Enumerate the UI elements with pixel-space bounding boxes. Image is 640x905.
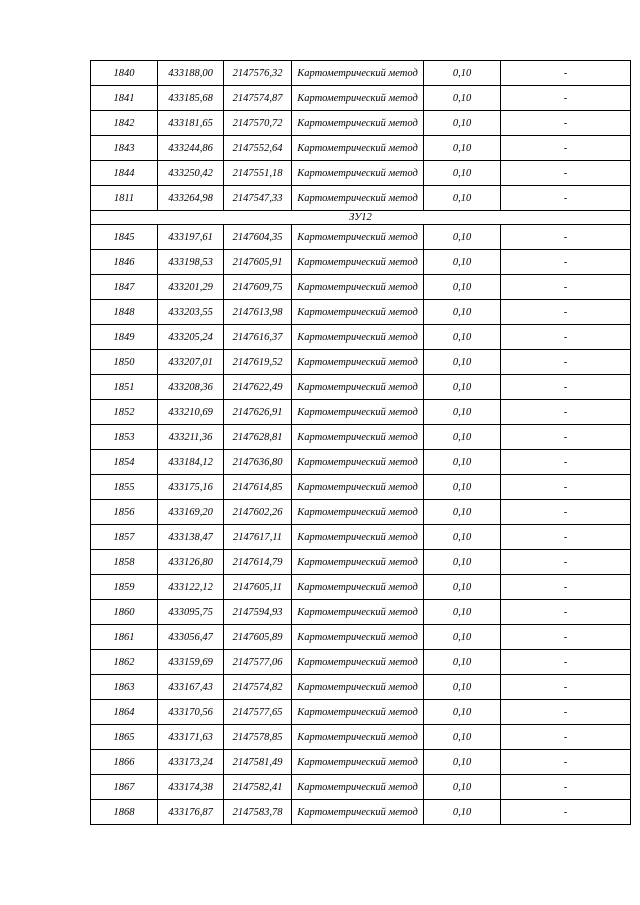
table-row	[91, 650, 631, 675]
x-coordinate-cell: 433250,42	[158, 161, 224, 186]
table-row	[91, 700, 631, 725]
method-cell: Картометрический метод	[292, 500, 424, 525]
method-cell: Картометрический метод	[292, 750, 424, 775]
y-coordinate-cell: 2147574,82	[224, 675, 292, 700]
accuracy-cell: 0,10	[424, 325, 501, 350]
point-number-cell: 1862	[91, 650, 158, 675]
method-cell: Картометрический метод	[292, 475, 424, 500]
note-cell: -	[501, 225, 631, 250]
y-coordinate-cell: 2147594,93	[224, 600, 292, 625]
accuracy-cell: 0,10	[424, 525, 501, 550]
y-coordinate-cell: 2147617,11	[224, 525, 292, 550]
table-row	[91, 525, 631, 550]
point-number-cell: 1864	[91, 700, 158, 725]
accuracy-cell: 0,10	[424, 600, 501, 625]
method-cell: Картометрический метод	[292, 525, 424, 550]
accuracy-cell: 0,10	[424, 86, 501, 111]
method-cell: Картометрический метод	[292, 600, 424, 625]
point-number-cell: 1861	[91, 625, 158, 650]
accuracy-cell: 0,10	[424, 111, 501, 136]
section-header-row	[91, 211, 631, 225]
method-cell: Картометрический метод	[292, 136, 424, 161]
point-number-cell: 1854	[91, 450, 158, 475]
y-coordinate-cell: 2147576,32	[224, 61, 292, 86]
note-cell: -	[501, 250, 631, 275]
x-coordinate-cell: 433170,56	[158, 700, 224, 725]
note-cell: -	[501, 775, 631, 800]
y-coordinate-cell: 2147628,81	[224, 425, 292, 450]
method-cell: Картометрический метод	[292, 800, 424, 825]
method-cell: Картометрический метод	[292, 375, 424, 400]
note-cell: -	[501, 136, 631, 161]
point-number-cell: 1863	[91, 675, 158, 700]
note-cell: -	[501, 575, 631, 600]
note-cell: -	[501, 475, 631, 500]
x-coordinate-cell: 433184,12	[158, 450, 224, 475]
point-number-cell: 1856	[91, 500, 158, 525]
x-coordinate-cell: 433205,24	[158, 325, 224, 350]
method-cell: Картометрический метод	[292, 650, 424, 675]
accuracy-cell: 0,10	[424, 61, 501, 86]
accuracy-cell: 0,10	[424, 425, 501, 450]
y-coordinate-cell: 2147626,91	[224, 400, 292, 425]
table-row	[91, 625, 631, 650]
coordinates-table	[90, 60, 631, 825]
method-cell: Картометрический метод	[292, 700, 424, 725]
y-coordinate-cell: 2147578,85	[224, 725, 292, 750]
note-cell: -	[501, 525, 631, 550]
accuracy-cell: 0,10	[424, 725, 501, 750]
point-number-cell: 1865	[91, 725, 158, 750]
accuracy-cell: 0,10	[424, 225, 501, 250]
method-cell: Картометрический метод	[292, 575, 424, 600]
accuracy-cell: 0,10	[424, 375, 501, 400]
note-cell: -	[501, 450, 631, 475]
note-cell: -	[501, 375, 631, 400]
table-row	[91, 350, 631, 375]
point-number-cell: 1851	[91, 375, 158, 400]
x-coordinate-cell: 433188,00	[158, 61, 224, 86]
x-coordinate-cell: 433181,65	[158, 111, 224, 136]
y-coordinate-cell: 2147602,26	[224, 500, 292, 525]
point-number-cell: 1848	[91, 300, 158, 325]
table-row	[91, 375, 631, 400]
accuracy-cell: 0,10	[424, 161, 501, 186]
point-number-cell: 1811	[91, 186, 158, 211]
method-cell: Картометрический метод	[292, 186, 424, 211]
method-cell: Картометрический метод	[292, 350, 424, 375]
y-coordinate-cell: 2147583,78	[224, 800, 292, 825]
method-cell: Картометрический метод	[292, 111, 424, 136]
accuracy-cell: 0,10	[424, 800, 501, 825]
table-row	[91, 325, 631, 350]
x-coordinate-cell: 433197,61	[158, 225, 224, 250]
accuracy-cell: 0,10	[424, 450, 501, 475]
method-cell: Картометрический метод	[292, 250, 424, 275]
y-coordinate-cell: 2147581,49	[224, 750, 292, 775]
note-cell: -	[501, 700, 631, 725]
table-row	[91, 675, 631, 700]
x-coordinate-cell: 433201,29	[158, 275, 224, 300]
accuracy-cell: 0,10	[424, 250, 501, 275]
x-coordinate-cell: 433169,20	[158, 500, 224, 525]
point-number-cell: 1847	[91, 275, 158, 300]
y-coordinate-cell: 2147613,98	[224, 300, 292, 325]
x-coordinate-cell: 433056,47	[158, 625, 224, 650]
method-cell: Картометрический метод	[292, 225, 424, 250]
x-coordinate-cell: 433208,36	[158, 375, 224, 400]
accuracy-cell: 0,10	[424, 500, 501, 525]
note-cell: -	[501, 425, 631, 450]
point-number-cell: 1850	[91, 350, 158, 375]
table-row	[91, 800, 631, 825]
table-row	[91, 725, 631, 750]
note-cell: -	[501, 625, 631, 650]
y-coordinate-cell: 2147605,11	[224, 575, 292, 600]
table-row	[91, 300, 631, 325]
accuracy-cell: 0,10	[424, 675, 501, 700]
note-cell: -	[501, 675, 631, 700]
note-cell: -	[501, 800, 631, 825]
table-row	[91, 750, 631, 775]
method-cell: Картометрический метод	[292, 275, 424, 300]
table-row	[91, 250, 631, 275]
table-row	[91, 400, 631, 425]
point-number-cell: 1859	[91, 575, 158, 600]
y-coordinate-cell: 2147622,49	[224, 375, 292, 400]
accuracy-cell: 0,10	[424, 300, 501, 325]
note-cell: -	[501, 725, 631, 750]
point-number-cell: 1849	[91, 325, 158, 350]
y-coordinate-cell: 2147609,75	[224, 275, 292, 300]
y-coordinate-cell: 2147551,18	[224, 161, 292, 186]
table-row	[91, 425, 631, 450]
table-row	[91, 475, 631, 500]
note-cell: -	[501, 111, 631, 136]
point-number-cell: 1866	[91, 750, 158, 775]
x-coordinate-cell: 433203,55	[158, 300, 224, 325]
y-coordinate-cell: 2147619,52	[224, 350, 292, 375]
method-cell: Картометрический метод	[292, 550, 424, 575]
table-row	[91, 61, 631, 86]
y-coordinate-cell: 2147614,79	[224, 550, 292, 575]
accuracy-cell: 0,10	[424, 475, 501, 500]
point-number-cell: 1852	[91, 400, 158, 425]
x-coordinate-cell: 433138,47	[158, 525, 224, 550]
coordinates-table-body	[91, 61, 631, 825]
note-cell: -	[501, 325, 631, 350]
accuracy-cell: 0,10	[424, 136, 501, 161]
method-cell: Картометрический метод	[292, 775, 424, 800]
point-number-cell: 1868	[91, 800, 158, 825]
method-cell: Картометрический метод	[292, 625, 424, 650]
note-cell: -	[501, 186, 631, 211]
x-coordinate-cell: 433171,63	[158, 725, 224, 750]
point-number-cell: 1845	[91, 225, 158, 250]
table-row	[91, 575, 631, 600]
method-cell: Картометрический метод	[292, 61, 424, 86]
point-number-cell: 1843	[91, 136, 158, 161]
y-coordinate-cell: 2147614,85	[224, 475, 292, 500]
x-coordinate-cell: 433173,24	[158, 750, 224, 775]
table-row	[91, 600, 631, 625]
point-number-cell: 1853	[91, 425, 158, 450]
accuracy-cell: 0,10	[424, 350, 501, 375]
point-number-cell: 1841	[91, 86, 158, 111]
x-coordinate-cell: 433167,43	[158, 675, 224, 700]
y-coordinate-cell: 2147577,06	[224, 650, 292, 675]
method-cell: Картометрический метод	[292, 675, 424, 700]
point-number-cell: 1846	[91, 250, 158, 275]
point-number-cell: 1867	[91, 775, 158, 800]
y-coordinate-cell: 2147605,89	[224, 625, 292, 650]
note-cell: -	[501, 500, 631, 525]
x-coordinate-cell: 433211,36	[158, 425, 224, 450]
y-coordinate-cell: 2147574,87	[224, 86, 292, 111]
table-row	[91, 136, 631, 161]
method-cell: Картометрический метод	[292, 161, 424, 186]
method-cell: Картометрический метод	[292, 400, 424, 425]
accuracy-cell: 0,10	[424, 275, 501, 300]
note-cell: -	[501, 275, 631, 300]
x-coordinate-cell: 433198,53	[158, 250, 224, 275]
table-row	[91, 111, 631, 136]
method-cell: Картометрический метод	[292, 450, 424, 475]
accuracy-cell: 0,10	[424, 700, 501, 725]
accuracy-cell: 0,10	[424, 575, 501, 600]
y-coordinate-cell: 2147577,65	[224, 700, 292, 725]
x-coordinate-cell: 433175,16	[158, 475, 224, 500]
y-coordinate-cell: 2147547,33	[224, 186, 292, 211]
x-coordinate-cell: 433210,69	[158, 400, 224, 425]
x-coordinate-cell: 433244,86	[158, 136, 224, 161]
point-number-cell: 1855	[91, 475, 158, 500]
method-cell: Картометрический метод	[292, 86, 424, 111]
x-coordinate-cell: 433126,80	[158, 550, 224, 575]
note-cell: -	[501, 650, 631, 675]
note-cell: -	[501, 750, 631, 775]
x-coordinate-cell: 433176,87	[158, 800, 224, 825]
x-coordinate-cell: 433159,69	[158, 650, 224, 675]
point-number-cell: 1858	[91, 550, 158, 575]
section-title: ЗУ12	[91, 211, 631, 225]
accuracy-cell: 0,10	[424, 186, 501, 211]
method-cell: Картометрический метод	[292, 425, 424, 450]
y-coordinate-cell: 2147570,72	[224, 111, 292, 136]
x-coordinate-cell: 433122,12	[158, 575, 224, 600]
table-row	[91, 450, 631, 475]
method-cell: Картометрический метод	[292, 300, 424, 325]
table-row	[91, 86, 631, 111]
note-cell: -	[501, 350, 631, 375]
note-cell: -	[501, 161, 631, 186]
point-number-cell: 1842	[91, 111, 158, 136]
point-number-cell: 1857	[91, 525, 158, 550]
table-row	[91, 500, 631, 525]
table-row	[91, 225, 631, 250]
y-coordinate-cell: 2147582,41	[224, 775, 292, 800]
x-coordinate-cell: 433185,68	[158, 86, 224, 111]
accuracy-cell: 0,10	[424, 550, 501, 575]
table-row	[91, 161, 631, 186]
table-row	[91, 186, 631, 211]
accuracy-cell: 0,10	[424, 775, 501, 800]
note-cell: -	[501, 300, 631, 325]
y-coordinate-cell: 2147552,64	[224, 136, 292, 161]
x-coordinate-cell: 433207,01	[158, 350, 224, 375]
point-number-cell: 1860	[91, 600, 158, 625]
point-number-cell: 1840	[91, 61, 158, 86]
x-coordinate-cell: 433264,98	[158, 186, 224, 211]
accuracy-cell: 0,10	[424, 625, 501, 650]
method-cell: Картометрический метод	[292, 725, 424, 750]
table-row	[91, 775, 631, 800]
note-cell: -	[501, 86, 631, 111]
x-coordinate-cell: 433095,75	[158, 600, 224, 625]
accuracy-cell: 0,10	[424, 750, 501, 775]
y-coordinate-cell: 2147604,35	[224, 225, 292, 250]
accuracy-cell: 0,10	[424, 400, 501, 425]
note-cell: -	[501, 600, 631, 625]
y-coordinate-cell: 2147605,91	[224, 250, 292, 275]
accuracy-cell: 0,10	[424, 650, 501, 675]
note-cell: -	[501, 550, 631, 575]
point-number-cell: 1844	[91, 161, 158, 186]
table-row	[91, 550, 631, 575]
note-cell: -	[501, 61, 631, 86]
y-coordinate-cell: 2147636,80	[224, 450, 292, 475]
method-cell: Картометрический метод	[292, 325, 424, 350]
table-row	[91, 275, 631, 300]
x-coordinate-cell: 433174,38	[158, 775, 224, 800]
y-coordinate-cell: 2147616,37	[224, 325, 292, 350]
note-cell: -	[501, 400, 631, 425]
